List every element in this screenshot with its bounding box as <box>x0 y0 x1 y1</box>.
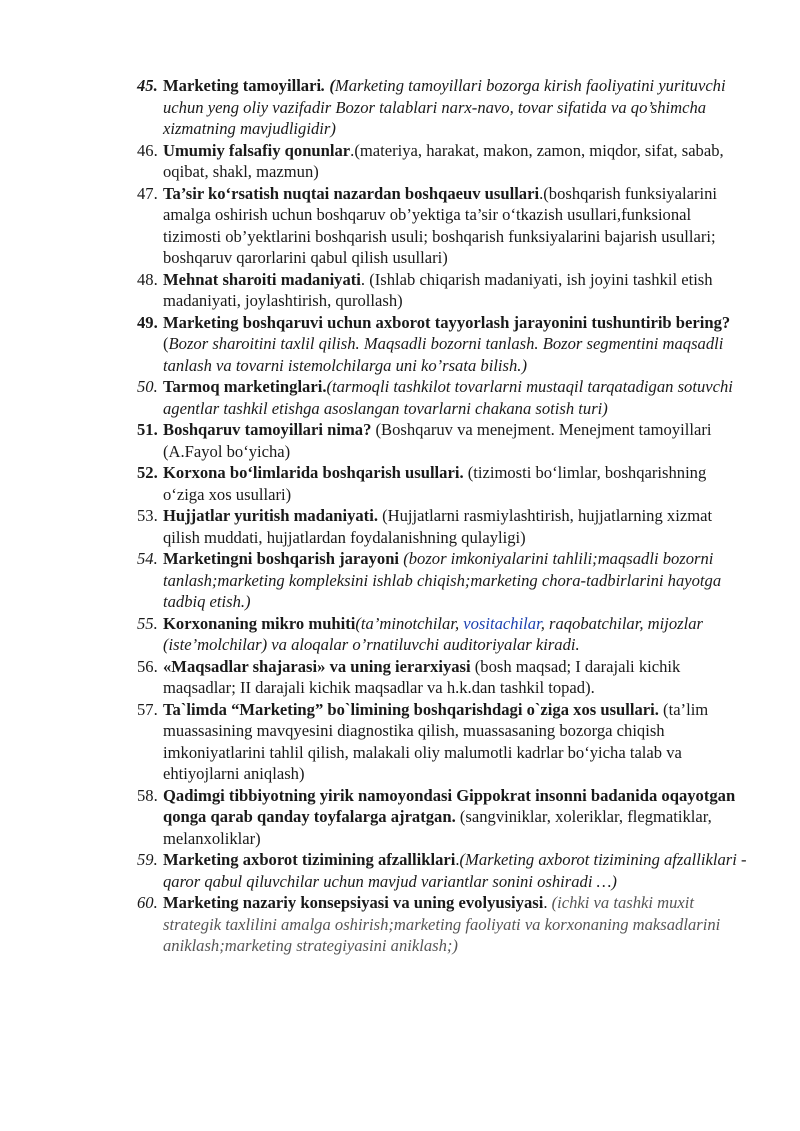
item-number: 58. <box>137 785 158 805</box>
item-description: .(boshqarish funksiyalarini amalga oshirish uchun boshqaruv ob’yektiga ta’sir o‘tkazish usullari,funksional tizimosti ob’yektlarini boshqarish usuli; boshqarish funksiyalarini bajarish usullari; boshqaruv qarorlarini qabul qilish usullari) <box>163 183 717 267</box>
item-number: 53. <box>137 506 158 525</box>
item-title: Marketing tamoyillari <box>163 76 322 95</box>
item-title: Marketingni boshqarish jarayoni <box>163 549 400 568</box>
item-title: Boshqaruv tamoyillari nima? <box>163 420 372 439</box>
list-item <box>137 183 747 269</box>
list-item <box>137 548 747 613</box>
list-item <box>137 376 747 419</box>
item-description: (Boshqaruv va menejment. Menejment tamoyillari (A.Fayol bo‘yicha) <box>163 420 712 461</box>
list-item <box>137 892 747 957</box>
list-item <box>137 699 747 785</box>
item-description: Marketing tamoyillari bozorga kirish faoliyatini yurituvchi uchun yeng oliy vazifadir Bozor talablari narx-navo, tovar sifatida va qo’shimcha xizmatning mavjudligidir) <box>163 76 726 138</box>
item-number: 57. <box>137 699 158 719</box>
item-description: (sangviniklar, xoleriklar, flegmatiklar, melanxoliklar) <box>163 807 712 848</box>
item-description: (ta’minotchilar, <box>355 613 464 633</box>
item-number: 46. <box>137 140 158 160</box>
list-item <box>137 462 747 505</box>
item-description: (tizimosti bo‘limlar, boshqarishning o‘ziga xos usullari) <box>163 463 707 504</box>
item-title: Korxona bo‘limlarida boshqarish usullari. <box>163 463 464 482</box>
list-item <box>137 140 747 183</box>
document-page <box>137 75 747 957</box>
list-item <box>137 505 747 548</box>
item-description: (bozor imkoniyalarini tahlili;maqsadli bozorni tanlash;marketing kompleksini ishlab chiqish;marketing chora-tadbirlarini hayotga tadbiq etish.) <box>163 549 722 611</box>
item-description: (ta’lim muassasining mavqyesini diagnostika qilish, muassasaning bozorga chiqish imkoniyatlarini tahlil qilish, malakali oliy malumotli kadrlar bo‘yicha talab va ehtiyojlarni aniqlash) <box>163 699 709 783</box>
item-number: 47. <box>137 183 158 203</box>
item-number: 52. <box>137 463 158 482</box>
item-title: Hujjatlar yuritish madaniyati. <box>163 506 378 525</box>
item-number: 59. <box>137 850 158 869</box>
item-description: (Marketing axborot tizimining afzalliklari -qaror qabul qiluvchilar uchun mavjud variantlar sonini oshiradi …) <box>163 850 747 891</box>
list-item <box>137 269 747 312</box>
item-number: 51. <box>137 420 158 439</box>
item-description: (Hujjatlarni rasmiylashtirish, hujjatlarning xizmat qilish muddati, hujjatlardan foydalanishning qulayligi) <box>163 506 713 547</box>
item-title: Ta`limda “Marketing” bo`limining boshqarishdagi o`ziga xos usullari. <box>163 699 659 719</box>
item-number: 54. <box>137 549 158 568</box>
list-item <box>137 75 747 140</box>
list-item <box>137 656 747 699</box>
list-item <box>137 785 747 850</box>
highlighted-term: vositachilar <box>463 613 541 633</box>
item-number: 50. <box>137 377 158 396</box>
item-number: 48. <box>137 269 158 289</box>
item-number: 55. <box>137 613 158 633</box>
item-punct: . <box>455 850 460 869</box>
item-description: (tarmoqli tashkilot tovarlarni mustaqil tarqatadigan sotuvchi agentlar tashkil etishga asoslangan tovarlarni chakana sotish turi) <box>163 377 733 418</box>
item-description: (ichki va tashki muxit strategik taxlilini amalga oshirish;marketing faoliyati va korxonaning maksadlarini aniklash;marketing strategiyasini aniklash;) <box>163 893 721 955</box>
item-title: Tarmoq marketinglari. <box>163 377 327 396</box>
item-title: «Maqsadlar shajarasi» va uning ierarxiyasi <box>163 656 471 676</box>
item-number: 45. <box>137 76 158 95</box>
item-description: (bosh maqsad; I darajali kichik maqsadlar; II darajali kichik maqsadlar va h.k.dan tashkil topad). <box>163 656 681 697</box>
item-title: Mehnat sharoiti madaniyati <box>163 269 361 289</box>
item-punct: . ( <box>321 76 335 95</box>
item-number: 60. <box>137 893 158 912</box>
item-title: Marketing axborot tizimining afzalliklari <box>163 850 456 869</box>
item-title: Qadimgi tibbiyotning yirik namoyondasi Gippokrat insonni badanida oqayotgan qonga qarab qanday toyfalarga ajratgan. <box>163 785 736 826</box>
item-description: . (Ishlab chiqarish madaniyati, ish joyini tashkil etish madaniyati, joylashtirish, qurollash) <box>163 269 713 310</box>
item-punct: . <box>543 893 552 912</box>
list-item <box>137 312 747 377</box>
item-title: Umumiy falsafiy qonunlar <box>163 140 351 160</box>
list-item <box>137 849 747 892</box>
item-description: .(materiya, harakat, makon, zamon, miqdor, sifat, sabab, oqibat, shakl, mazmun) <box>163 140 724 181</box>
item-title: Marketing boshqaruvi uchun axborot tayyorlash jarayonini tushuntirib bering? <box>163 312 731 332</box>
item-description: Bozor sharoitini taxlil qilish. Maqsadli bozorni tanlash. Bozor segmentini maqsadli tanlash va tovarni istemolchilarga uni ko’rsata bilish.) <box>163 334 724 375</box>
list-item <box>137 613 747 656</box>
item-title: Korxonaning mikro muhiti <box>163 613 356 633</box>
item-number: 56. <box>137 656 158 676</box>
item-number: 49. <box>137 312 158 332</box>
item-description-continued: , raqobatchilar, mijozlar (iste’molchilar) va aloqalar o’rnatiluvchi auditoriyalar kiradi. <box>163 613 703 654</box>
item-punct: ( <box>163 334 169 353</box>
item-title: Ta’sir ko‘rsatish nuqtai nazardan boshqaeuv usullari <box>163 183 540 203</box>
list-item <box>137 419 747 462</box>
item-title: Marketing nazariy konsepsiyasi va uning evolyusiyasi <box>163 893 544 912</box>
